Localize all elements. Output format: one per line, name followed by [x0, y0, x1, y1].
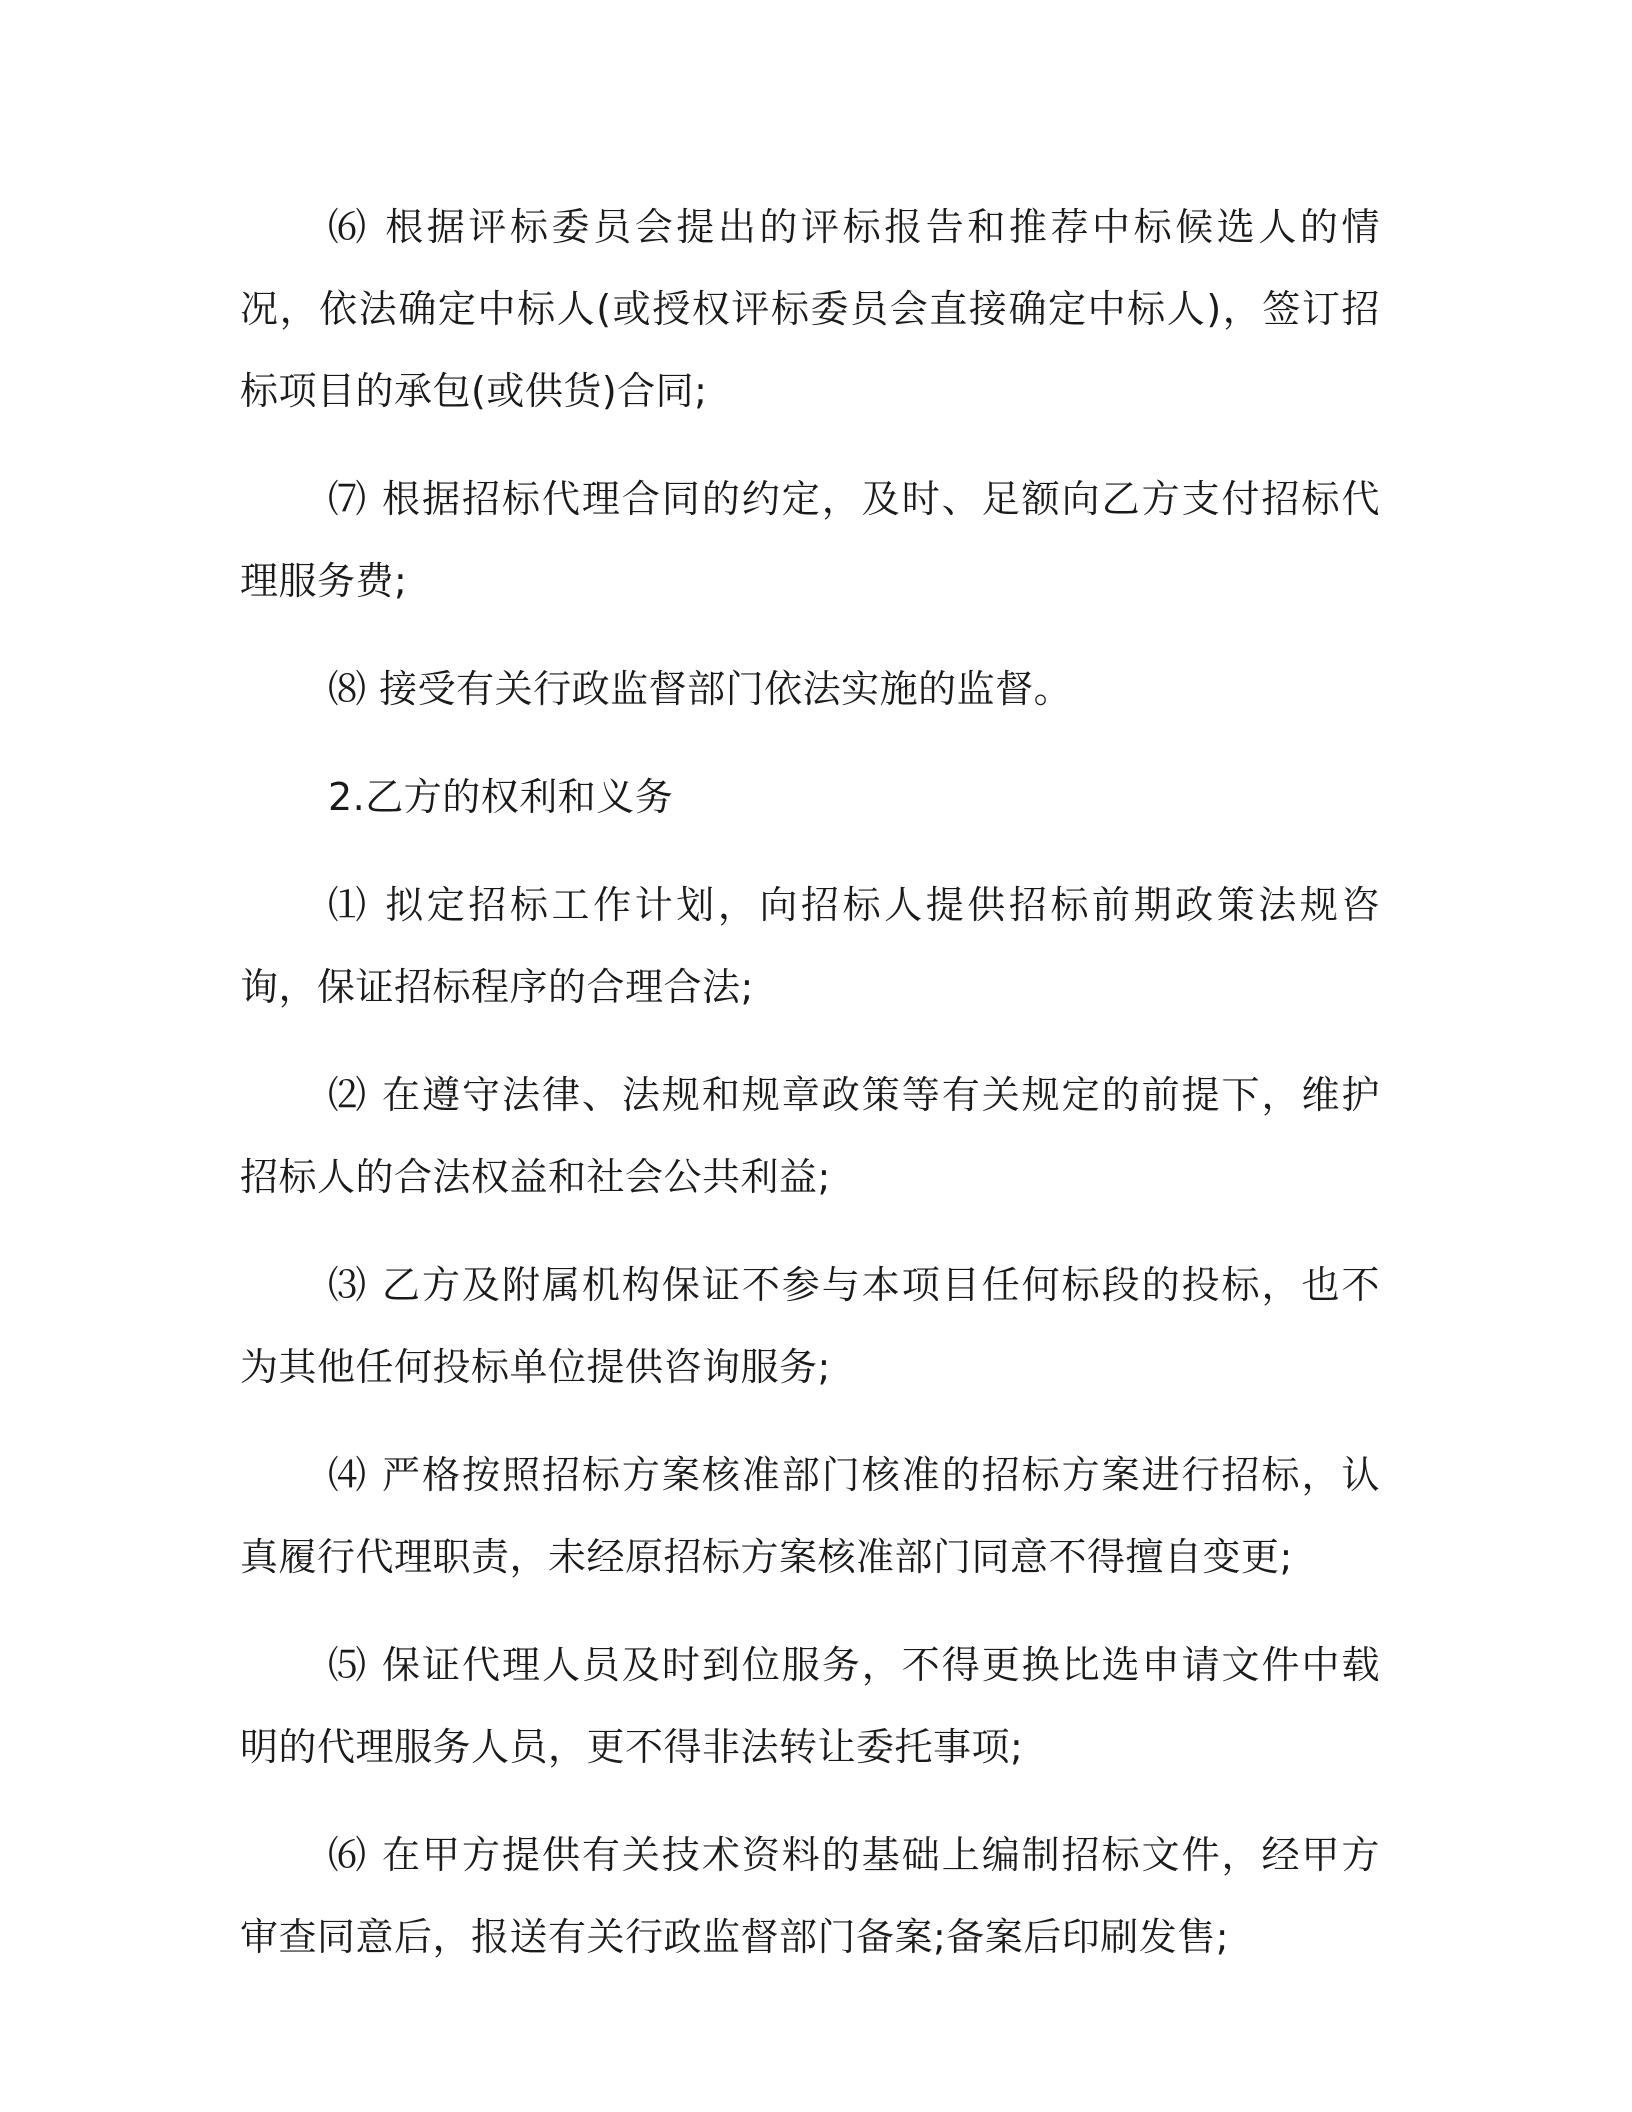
- paragraph-party-a-item-8: ⑻ 接受有关行政监督部门依法实施的监督。: [328, 667, 1073, 711]
- paragraph-party-b-item-2: ⑵ 在遵守法律、法规和规章政策等有关规定的前提下，维护招标人的合法权益和社会公共利益;: [240, 1073, 1380, 1199]
- paragraph-party-b-item-3: ⑶ 乙方及附属机构保证不参与本项目任何标段的投标，也不为其他任何投标单位提供咨询服务;: [240, 1263, 1380, 1389]
- document-body: [240, 186, 1380, 2004]
- paragraph-party-b-item-6: ⑹ 在甲方提供有关技术资料的基础上编制招标文件，经甲方审查同意后，报送有关行政监督部门备案;备案后印刷发售;: [240, 1833, 1380, 1959]
- paragraph-party-a-item-7: ⑺ 根据招标代理合同的约定，及时、足额向乙方支付招标代理服务费;: [240, 477, 1380, 603]
- paragraph-party-b-item-5: ⑸ 保证代理人员及时到位服务，不得更换比选申请文件中载明的代理服务人员，更不得非法转让委托事项;: [240, 1643, 1380, 1769]
- paragraph-party-b-item-1: ⑴ 拟定招标工作计划，向招标人提供招标前期政策法规咨询，保证招标程序的合理合法;: [240, 883, 1380, 1009]
- paragraph-party-b-item-4: ⑷ 严格按照招标方案核准部门核准的招标方案进行招标，认真履行代理职责，未经原招标方案核准部门同意不得擅自变更;: [240, 1453, 1380, 1579]
- paragraph-party-a-item-6: ⑹ 根据评标委员会提出的评标报告和推荐中标候选人的情况，依法确定中标人(或授权评标委员会直接确定中标人)，签订招标项目的承包(或供货)合同;: [240, 205, 1380, 413]
- section-heading-party-b: 2.乙方的权利和义务: [328, 775, 674, 819]
